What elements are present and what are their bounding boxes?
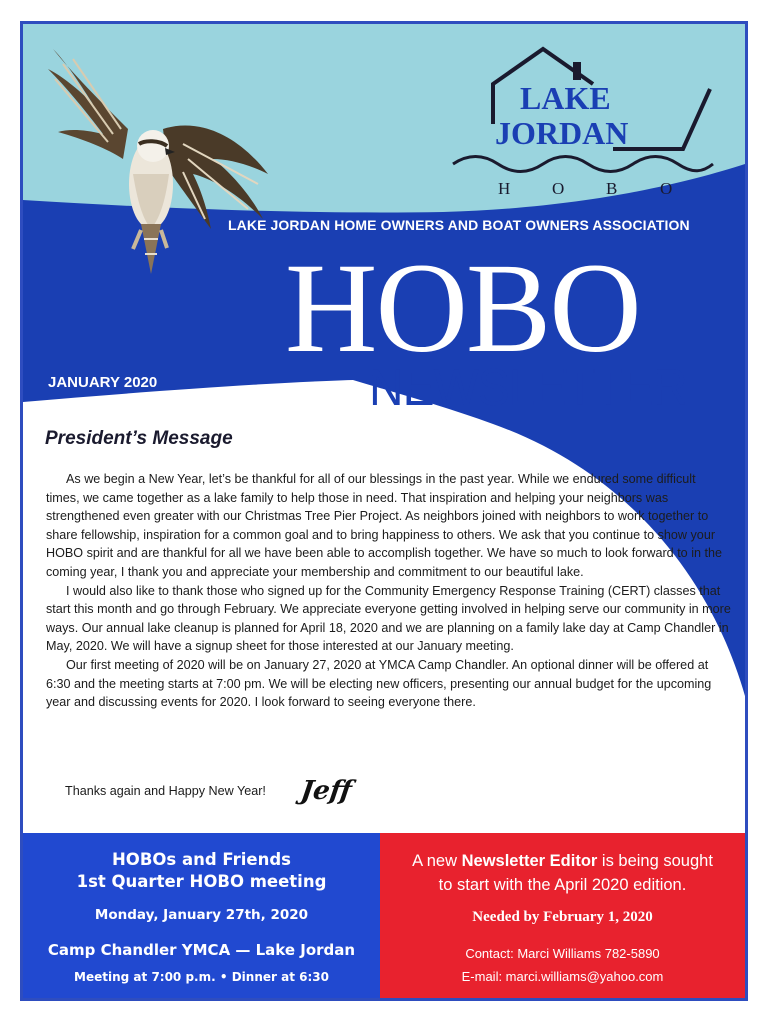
lake-jordan-logo bbox=[448, 44, 718, 204]
editor-contact: Contact: Marci Williams 782-5890 bbox=[465, 946, 660, 961]
article-paragraph: I would also like to thank those who signed up for the Community Emergency Response Training (CERT) classes that start this month and go through February. We appreciate everyone getting involved in helping serve our community in more ways. Our annual lake cleanup is planned for April 18, 2020 and we are planning on a family lake day at Camp Chandler in May, 2020. We will have a signup sheet for those interested at our January meeting. bbox=[46, 583, 731, 654]
meeting-heading-line1: HOBOs and Friends bbox=[111, 850, 292, 869]
meeting-heading-line2: 1st Quarter HOBO meeting bbox=[76, 872, 327, 891]
editor-heading-prefix: A new bbox=[412, 852, 462, 870]
logo-text-lake: LAKE bbox=[520, 80, 611, 116]
editor-heading-highlight: Newsletter Editor bbox=[461, 852, 598, 870]
editor-heading-suffix: is being sought bbox=[597, 852, 713, 870]
masthead-subtitle: NEWSLETTER bbox=[369, 359, 687, 417]
closing-line: Thanks again and Happy New Year! bbox=[65, 784, 266, 798]
meeting-location: Camp Chandler YMCA — Lake Jordan bbox=[47, 941, 356, 959]
editor-heading-line2: to start with the April 2020 edition. bbox=[438, 876, 687, 894]
article-paragraph: Our first meeting of 2020 will be on January 27, 2020 at YMCA Camp Chandler. An optional dinner will be offered at 6:30 and the meeting starts at 7:00 pm. We will be electing new officers, presenting our annual budget for the upcoming year and discussing events for 2020. I look forward to seeing everyone there. bbox=[46, 657, 712, 710]
meeting-date: Monday, January 27th, 2020 bbox=[94, 907, 309, 923]
logo-text-jordan: JORDAN bbox=[495, 115, 629, 151]
editor-deadline: Needed by February 1, 2020 bbox=[472, 909, 653, 925]
newsletter-page bbox=[20, 21, 748, 1001]
signature: Jeff bbox=[298, 776, 354, 806]
meeting-times: Meeting at 7:00 p.m. • Dinner at 6:30 bbox=[74, 970, 329, 984]
association-name: LAKE JORDAN HOME OWNERS AND BOAT OWNERS ASSOCIATION bbox=[228, 217, 690, 233]
logo-letter-o1: O bbox=[552, 179, 565, 198]
logo-letter-o2: O bbox=[660, 179, 673, 198]
article-body bbox=[46, 470, 731, 712]
issue-date: JANUARY 2020 bbox=[48, 374, 158, 391]
editor-email[interactable]: E-mail: marci.williams@yahoo.com bbox=[461, 969, 664, 984]
meeting-info-box bbox=[23, 833, 380, 1001]
article-paragraph: As we begin a New Year, let’s be thankful for all of our blessings in the past year. While we endured some difficult times, we came together as a lake family to help those in need. That inspiration and helping your neighbors was strengthened even greater with our Christmas Tree Pier Project. As neighbors joined with neighbors to work together to share fellowship, inspiration for a common goal and to bring happiness to others. We ask that you continue to show your HOBO spirit and are thankful for all we have been able to accomplish together. We have so much to look forward to in the coming year, I thank you and appreciate your membership and commitment to our beautiful lake. bbox=[46, 472, 722, 579]
logo-letter-b: B bbox=[606, 179, 618, 198]
meeting-heading bbox=[23, 849, 380, 893]
editor-heading bbox=[380, 849, 745, 897]
article-title: President’s Message bbox=[45, 428, 233, 449]
osprey-illustration bbox=[33, 34, 283, 294]
logo-letter-h: H bbox=[498, 179, 511, 198]
masthead-title: HOBO bbox=[285, 237, 640, 379]
editor-wanted-box bbox=[380, 833, 745, 1001]
